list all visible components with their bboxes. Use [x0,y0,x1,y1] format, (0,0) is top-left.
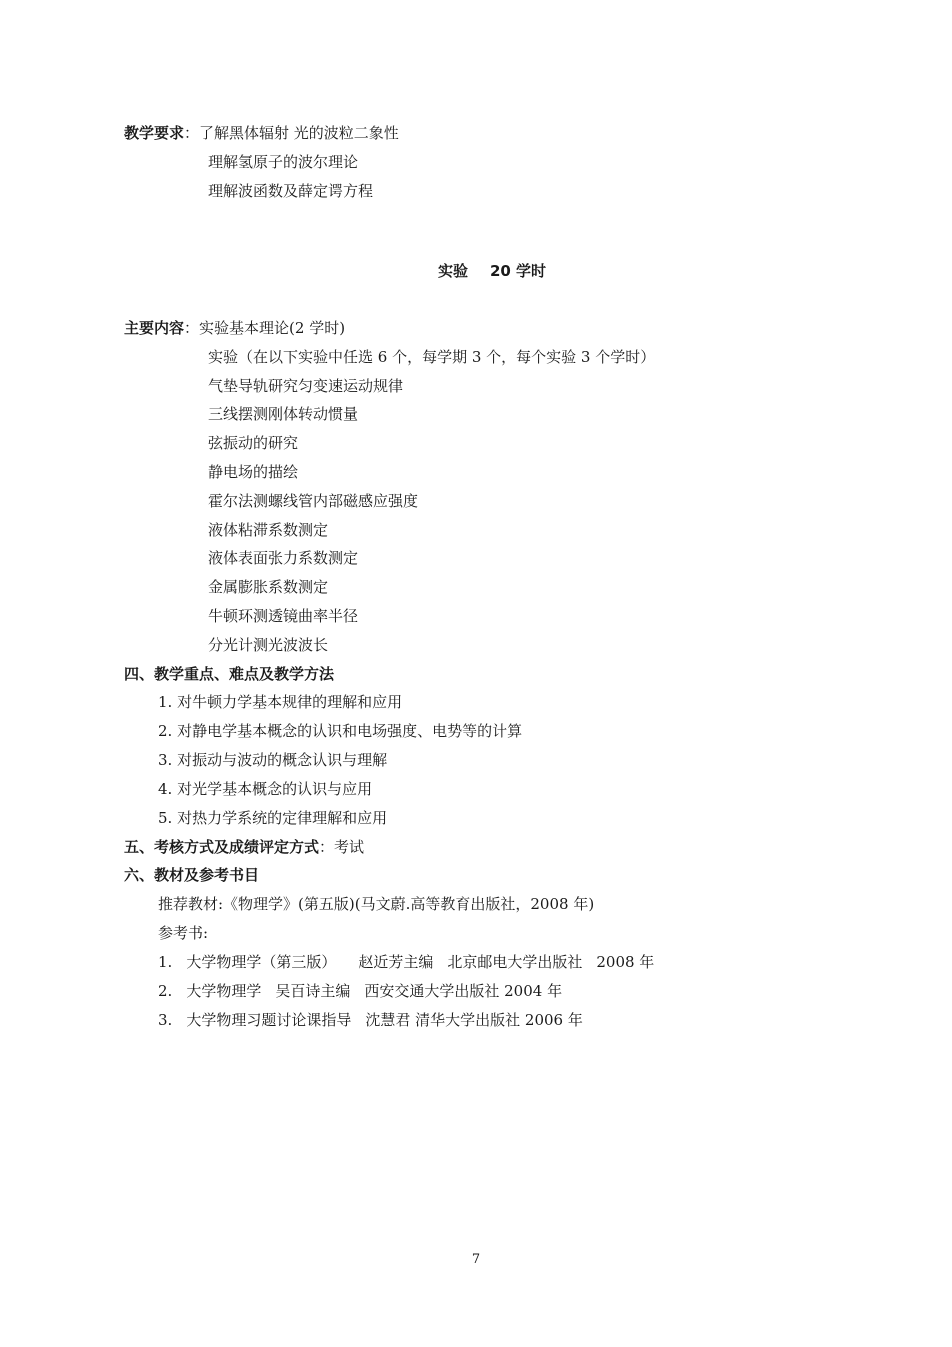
reference-item [158,952,654,972]
colon: ： [184,124,200,142]
ref-title: 大学物理学 [186,982,262,1000]
ref-year: 2006 年 [524,1011,583,1029]
section-4-item [158,692,402,712]
reference-item [158,1010,583,1030]
item-number: 2. [158,722,173,740]
teaching-requirement-item: 理解波函数及薛定谔方程 [208,182,374,200]
item-number: 1. [158,693,173,711]
teaching-requirement-item: 理解氢原子的波尔理论 [208,153,359,171]
section-5-value: 考试 [334,838,365,856]
experiment-item: 分光计测光波波长 [208,636,329,654]
ref-year: 2004 年 [504,982,563,1000]
ref-publisher: 北京邮电大学出版社 [447,953,583,971]
ref-title: 大学物理学（第三版） [186,953,337,971]
experiment-item: 液体粘滞系数测定 [208,521,329,539]
teaching-requirements-label: 教学要求 [124,124,185,142]
item-text: 对振动与波动的概念认识与理解 [177,751,388,769]
main-content-note: 实验（在以下实验中任选 6 个，每学期 3 个，每个实验 3 个学时） [208,348,656,366]
item-text: 对静电学基本概念的认识和电场强度、电势等的计算 [177,722,523,740]
experiment-item: 气垫导轨研究匀变速运动规律 [208,377,404,395]
ref-title: 大学物理习题讨论课指导 [186,1011,352,1029]
item-number: 3. [158,1011,173,1029]
experiment-item: 弦振动的研究 [208,434,299,452]
item-number: 4. [158,780,173,798]
item-number: 5. [158,809,173,827]
section-6-heading: 六、教材及参考书目 [124,866,260,884]
section-4-item [158,750,387,770]
colon: ： [319,838,335,856]
reference-item [158,981,562,1001]
experiment-item: 三线摆测刚体转动惯量 [208,405,359,423]
experiment-item: 液体表面张力系数测定 [208,549,359,567]
item-number: 3. [158,751,173,769]
experiment-heading-title: 实验 [437,262,468,280]
item-text: 对牛顿力学基本规律的理解和应用 [177,693,403,711]
experiment-item: 金属膨胀系数测定 [208,578,329,596]
experiment-item: 牛顿环测透镜曲率半径 [208,607,359,625]
page-number: 7 [471,1252,481,1267]
colon: ： [184,319,200,337]
experiment-item: 霍尔法测螺线管内部磁感应强度 [208,492,419,510]
section-4-item [158,808,387,828]
item-text: 对热力学系统的定律理解和应用 [177,809,388,827]
section-5-line [124,837,364,857]
ref-author: 吴百诗主编 [275,982,351,1000]
section-4-heading: 四、教学重点、难点及教学方法 [124,665,335,683]
reference-label: 参考书: [158,924,209,942]
ref-publisher: 清华大学出版社 [415,1011,521,1029]
main-content-first: 实验基本理论(2 学时) [199,319,346,337]
recommended-textbook: 推荐教材:《物理学》(第五版)(马文蔚.高等教育出版社，2008 年) [158,895,595,913]
teaching-requirements-line-1 [124,123,399,143]
item-number: 2. [158,982,173,1000]
section-5-heading: 五、考核方式及成绩评定方式 [124,838,320,856]
ref-publisher: 西安交通大学出版社 [364,982,500,1000]
experiment-heading [16,261,952,281]
item-number: 1. [158,953,173,971]
experiment-item: 静电场的描绘 [208,463,299,481]
ref-author: 沈慧君 [365,1011,411,1029]
section-4-item [158,779,372,799]
section-4-item [158,721,522,741]
experiment-heading-hours: 20 学时 [489,262,547,280]
main-content-line-1 [124,318,345,338]
teaching-requirement-item: 了解黑体辐射 光的波粒二象性 [199,124,399,142]
main-content-label: 主要内容 [124,319,185,337]
ref-year: 2008 年 [596,953,655,971]
item-text: 对光学基本概念的认识与应用 [177,780,373,798]
ref-author: 赵近芳主编 [358,953,434,971]
